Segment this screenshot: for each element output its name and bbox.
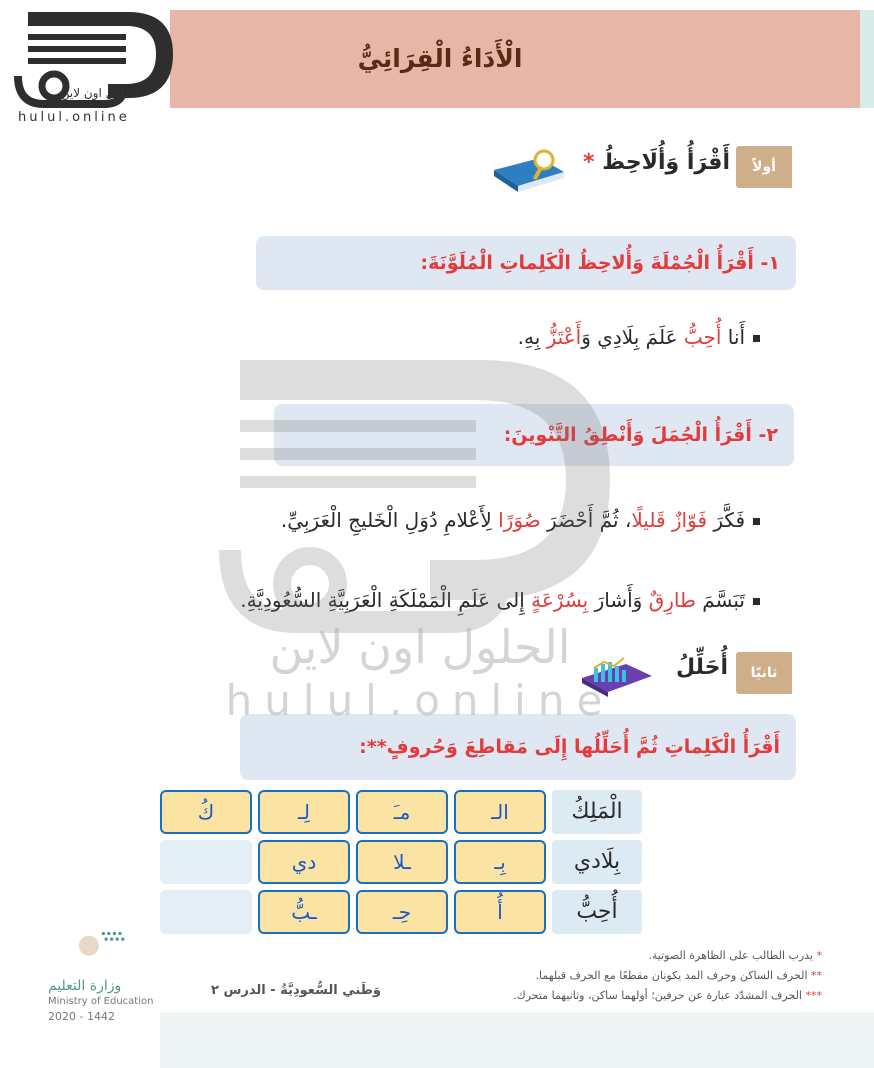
highlighted-word: قَليلًا xyxy=(631,508,666,532)
table-row xyxy=(160,840,642,884)
footnote-mark: ** xyxy=(811,969,822,982)
edition-year: 2020 - 1442 xyxy=(48,1010,115,1023)
sentence-text: عَلَمَ بِلَادِي وَ xyxy=(581,325,684,349)
sentence-text: أَنا xyxy=(721,325,745,349)
highlighted-word: فَوّازٌ xyxy=(671,508,707,532)
sentence-text: لِأَعْلامِ دُوَلِ الْخَليجِ الْعَرَبِيِّ. xyxy=(280,508,499,532)
header-edge xyxy=(860,10,874,108)
table-word: الْمَلِكُ xyxy=(552,790,642,834)
instruction-text-2: أَقْرَأُ الْجُمَلَ وَأَنْطِقُ التَّنْوينَ: xyxy=(503,424,752,446)
syllable-cell: الـ xyxy=(454,790,546,834)
footnote-text: الحرف الساكن وحرف المد يكونان مقطعًا مع الحرف قبلهما. xyxy=(535,969,808,982)
table-word: بِلَادي xyxy=(552,840,642,884)
instruction-number-1: ١- xyxy=(760,252,780,274)
sentence-text: وَأَشارَ xyxy=(588,588,649,612)
section-title-mark: * xyxy=(582,150,595,175)
empty-cell xyxy=(160,840,252,884)
footer-band xyxy=(160,1012,874,1068)
sentence-2 xyxy=(200,508,760,542)
instruction-number-2: ٢- xyxy=(758,424,778,446)
section-tab-first: أولاً xyxy=(736,146,792,188)
bullet-icon xyxy=(753,598,760,605)
watermark-arabic-text: الحلول اون لاين xyxy=(269,620,571,674)
sentence-text: تَبَسَّمَ xyxy=(695,588,745,612)
sentence-3 xyxy=(200,588,760,622)
page-title: الْأَدَاءُ الْقِرَائِيُّ xyxy=(357,44,523,73)
highlighted-word: طارِقٌ xyxy=(648,588,696,612)
highlighted-word: أَعْتَزُّ xyxy=(546,325,582,349)
instruction-text-3: أَقْرَأُ الْكَلِماتِ ثُمَّ أُحَلِّلُها إِلَى مَقاطِعَ وَحُروفٍ xyxy=(386,736,780,758)
highlighted-word: بِسُرْعَةٍ xyxy=(531,588,589,612)
syllable-cell: ـلا xyxy=(356,840,448,884)
syllable-cell: أُ xyxy=(454,890,546,934)
syllable-cell: كُ xyxy=(160,790,252,834)
footnote-mark: *** xyxy=(805,989,822,1002)
section-title-text: أَقْرَأُ وَأُلَاحِظُ xyxy=(602,150,730,175)
syllable-cell: بِـ xyxy=(454,840,546,884)
syllable-cell: مـَ xyxy=(356,790,448,834)
footnote-3 xyxy=(462,986,822,1006)
section-tab-second: ثانيًا xyxy=(736,652,792,694)
table-word: أُحِبُّ xyxy=(552,890,642,934)
footnote-text: الحرف المشدّد عبارة عن حرفين؛ أولهما ساكن، وثانيهما متحرك. xyxy=(513,989,802,1002)
logo-latin-caption: hulul.online xyxy=(18,110,130,125)
highlighted-word: صُوَرًا xyxy=(498,508,541,532)
logo-arabic-caption: الحلول اون لاين xyxy=(60,86,140,100)
footnotes xyxy=(462,946,822,1006)
footnote-mark: * xyxy=(816,949,822,962)
footnote-text: يدرب الطالب على الظاهرة الصوتية. xyxy=(648,949,813,962)
instruction-mark-3: ** xyxy=(366,736,387,758)
sentence-text: بِهِ. xyxy=(517,325,547,349)
instruction-colon-3: : xyxy=(359,736,367,758)
section-title-analyze: أُحَلِّلُ xyxy=(675,655,728,680)
sentence-text: ، ثُمَّ أَحْضَرَ xyxy=(540,508,632,532)
syllable-cell: حِـ xyxy=(356,890,448,934)
bullet-icon xyxy=(753,518,760,525)
instruction-bar-1 xyxy=(256,236,796,290)
watermark-latin-text: hulul.online xyxy=(225,676,615,725)
table-row xyxy=(160,890,642,934)
instruction-text-1: أَقْرَأُ الْجُمْلَةَ وَأُلاحِظُ الْكَلِماتِ الْمُلَوَّنَةَ: xyxy=(420,252,754,274)
instruction-bar-2 xyxy=(274,404,794,466)
ministry-logo-icon xyxy=(40,928,160,978)
ministry-name-ar: وزارة التعليم xyxy=(48,978,122,994)
footnote-2 xyxy=(462,966,822,986)
bullet-icon xyxy=(753,335,760,342)
footer-lesson-label: وَطَني السُّعودِيَّةُ - الدرس ٢ xyxy=(211,983,381,998)
table-row xyxy=(160,790,642,834)
syllable-cell: لِـ xyxy=(258,790,350,834)
empty-cell xyxy=(160,890,252,934)
syllable-table xyxy=(160,790,642,936)
syllable-cell: ـبُّ xyxy=(258,890,350,934)
sentence-1 xyxy=(380,325,760,359)
hulul-logo-icon xyxy=(8,6,178,126)
sentence-text: إِلى عَلَمِ الْمَمْلَكَةِ الْعَرَبِيَّةِ السُّعُودِيَّةِ. xyxy=(240,588,532,612)
sentence-text: فَكَّرَ xyxy=(707,508,745,532)
footnote-1 xyxy=(462,946,822,966)
syllable-cell: دي xyxy=(258,840,350,884)
highlighted-word: أُحِبُّ xyxy=(683,325,722,349)
ministry-name-en: Ministry of Education xyxy=(48,996,154,1007)
book-magnifier-icon xyxy=(490,148,568,194)
